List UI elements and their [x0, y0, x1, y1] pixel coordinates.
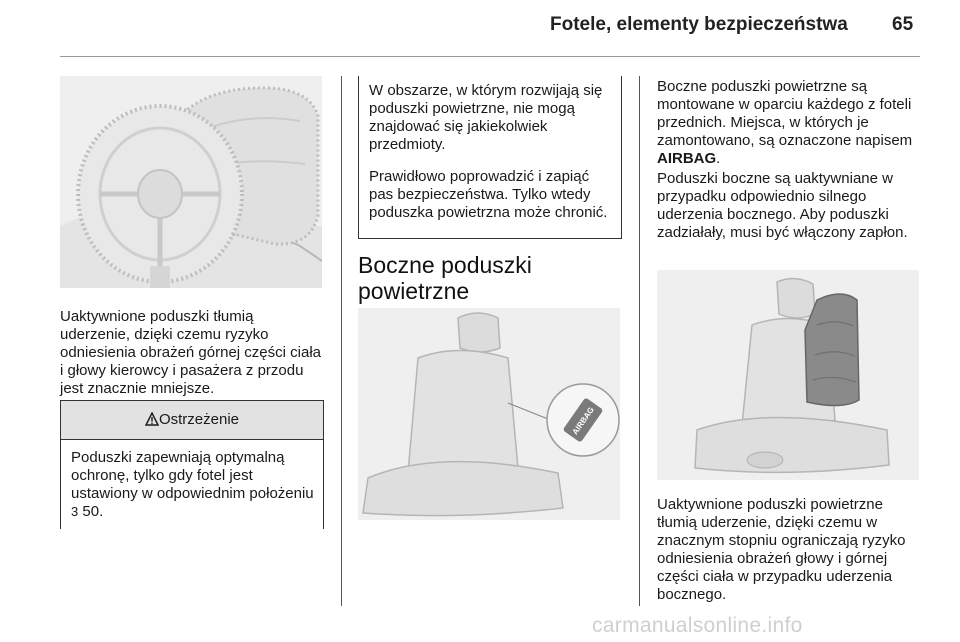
warning-box: [60, 400, 324, 529]
front-airbags-illustration: [60, 76, 322, 288]
column-divider-right: [639, 76, 640, 606]
header-rule: [60, 56, 920, 57]
front-airbags-paragraph: Uaktywnione poduszki tłumią uderzenie, dzięki czemu ryzyko odniesienia obrażeń górnej części ciała i głowy kierowcy i pasażera z przodu jest znacznie mniejsze.: [60, 308, 321, 397]
page-header-title: Fotele, elementy bezpieczeństwa: [550, 14, 848, 35]
airbag-label-text: AIRBAG: [570, 405, 596, 437]
note-paragraph-2: Prawidłowo poprowadzić i zapiąć pas bezpieczeństwa. Tylko wtedy poduszka powietrzna może chronić.: [369, 168, 608, 221]
side-airbags-paragraph-1-text: Boczne poduszki powietrzne są montowane w oparciu każdego z foteli przednich. Miejsca, w których je zamontowano, są oznaczone napisem: [657, 78, 913, 149]
airbag-emphasis: AIRBAG: [657, 150, 717, 167]
side-airbag-deployed-illustration: [657, 270, 919, 480]
side-airbags-paragraph-3: Uaktywnione poduszki powietrzne tłumią uderzenie, dzięki czemu w znacznym stopniu ograniczają ryzyko odniesienia obrażeń głowy i górnej części ciała w przypadku uderzenia bocznego.: [657, 496, 906, 603]
warning-triangle-icon: [145, 412, 159, 426]
warning-header: [61, 401, 323, 440]
page-ref-arrow-icon: 3: [71, 504, 79, 519]
footer-watermark: carmanualsonline.info: [592, 614, 803, 637]
seat-with-airbag-label-drawing: [358, 308, 620, 520]
side-airbags-paragraph-2: Poduszki boczne są uaktywniane w przypadku odpowiednio silnego uderzenia bocznego. Aby poduszki zadziałały, musi być włączony zapłon.: [657, 170, 908, 241]
warning-text: [71, 449, 317, 521]
side-airbags-paragraph-1-end: .: [716, 150, 721, 167]
column-divider-left: [341, 76, 342, 606]
warning-text-body: Poduszki zapewniają optymalną ochronę, tylko gdy fotel jest ustawiony w odpowiednim położeniu: [71, 449, 314, 502]
page-number: 65: [892, 14, 914, 35]
seat-with-deployed-airbag-drawing: [657, 270, 919, 480]
note-box: [358, 76, 622, 239]
side-airbags-paragraph-1: [657, 78, 927, 168]
section-heading: Boczne poduszki powietrzne: [358, 252, 532, 304]
front-airbags-drawing: [60, 76, 322, 288]
side-airbag-label-illustration: [358, 308, 620, 520]
warning-page-ref-link[interactable]: 50.: [82, 503, 104, 520]
warning-title: Ostrzeżenie: [158, 411, 240, 428]
note-paragraph-1: W obszarze, w którym rozwijają się poduszki powietrzne, nie mogą znajdować się jakiekolwiek przedmioty.: [369, 82, 603, 153]
